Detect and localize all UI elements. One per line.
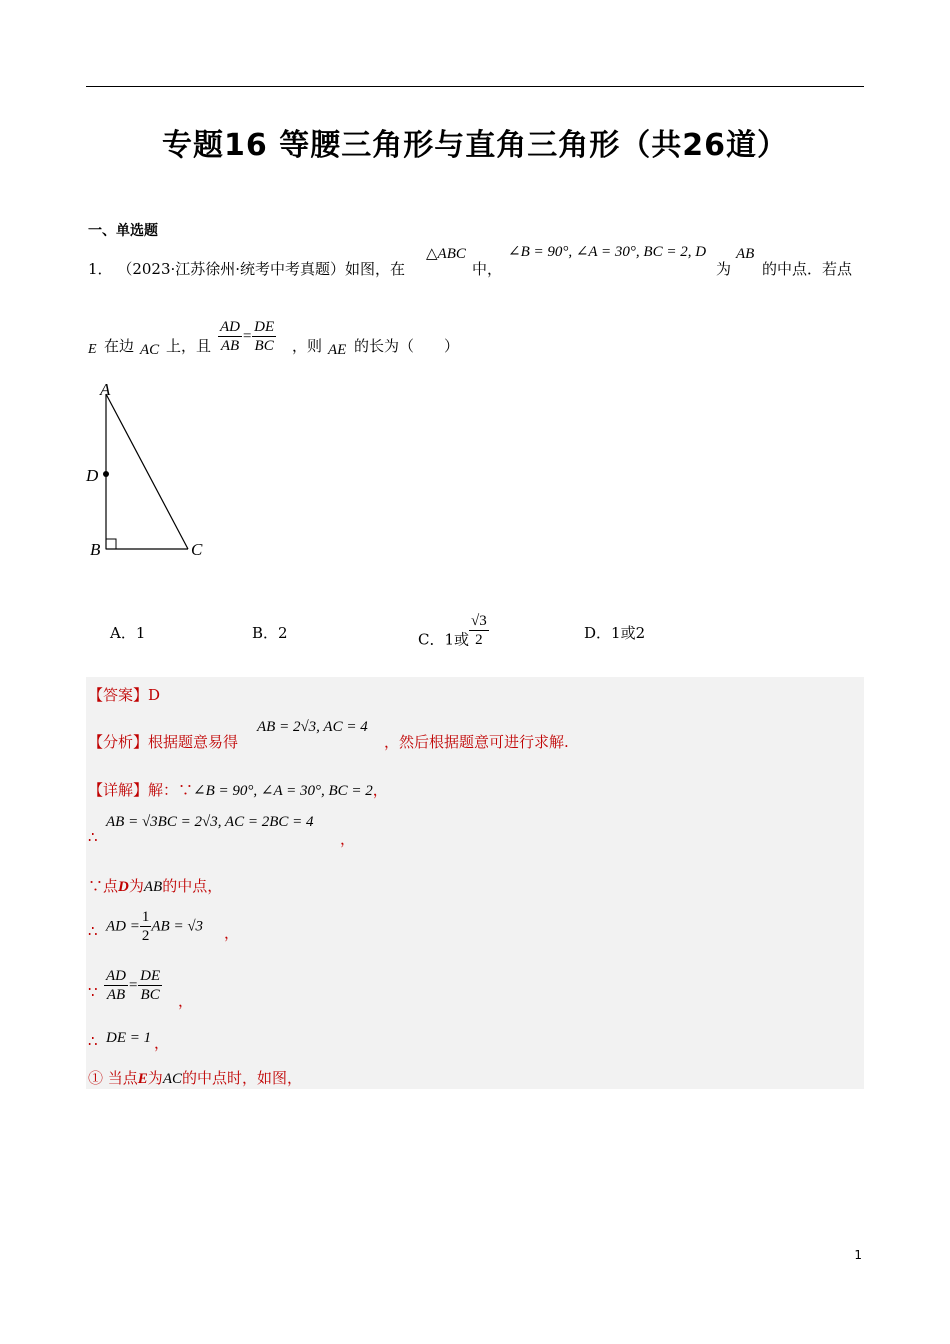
therefore-symbol-2: ∴ (88, 922, 98, 940)
text-length: 的长为（ ） (354, 337, 460, 355)
fraction-de-bc: $\frac{DE}{BC}$ (254, 319, 275, 354)
analysis-math: AB = 2√3, AC = 4 (257, 719, 368, 735)
analysis-text-2: ，然后根据题意可进行求解. (384, 733, 569, 751)
page-number: 1 (854, 1248, 862, 1262)
text-zhong: 中， (472, 260, 503, 278)
triangle-abc: △ABC (426, 246, 466, 262)
line4-math: AD = $\frac{1}{2}$ AB = √3 (106, 909, 204, 944)
right-angle-marker (106, 539, 116, 549)
analysis-line: 【分析】根据题意易得 (88, 733, 239, 751)
point-e: E (88, 342, 97, 357)
fraction-ad-ab: $\frac{AD}{AB}$ (220, 319, 240, 354)
answer-line (88, 684, 160, 705)
line3: ∵点D为AB的中点， (88, 877, 223, 895)
line7: ① 当点E为AC的中点时，如图， (88, 1069, 302, 1087)
question-number: 1． (88, 260, 113, 278)
label-a: A (100, 380, 111, 399)
option-c-fraction: $\frac{√3}{2}$ (471, 613, 487, 648)
analysis-tag: 【分析】 (88, 733, 149, 751)
text-then: ，则 (292, 337, 323, 355)
line4-comma: ， (224, 924, 240, 942)
question-source: （2023·江苏徐州·统考中考真题）如图，在 (117, 260, 406, 278)
side-ac (106, 394, 188, 549)
top-rule (86, 86, 864, 87)
option-b: B．2 (252, 624, 288, 642)
segment-ac: AC (140, 342, 160, 358)
line2-math: AB = √3BC = 2√3, AC = 2BC = 4 (106, 814, 314, 830)
therefore-symbol-1: ∴ (88, 828, 98, 846)
ratio-equation (218, 318, 276, 355)
therefore-symbol-3: ∴ (88, 1032, 98, 1050)
line6-math: DE = 1 (106, 1030, 152, 1046)
segment-ae: AE (328, 342, 347, 358)
segment-ab: AB (736, 246, 755, 262)
line2-comma: ， (340, 830, 356, 848)
option-a: A．1 (110, 624, 146, 642)
fraction-ad-ab-2: $\frac{AD}{AB}$ (106, 968, 126, 1003)
question-conditions: ∠B = 90°, ∠A = 30°, BC = 2, D (508, 244, 707, 260)
detail-tag: 【详解】 (88, 781, 149, 799)
fraction-de-bc-2: $\frac{DE}{BC}$ (140, 968, 161, 1003)
option-c: C．1或 $\frac{√3}{2}$ (418, 613, 487, 649)
answer-value: D (148, 686, 161, 704)
line6-comma: ， (154, 1034, 170, 1052)
detail-line: 【详解】解：∵∠B = 90°, ∠A = 30°, BC = 2， (88, 781, 388, 799)
text-wei: 为 (716, 260, 732, 278)
answer-tag: 【答案】 (88, 686, 149, 704)
text-mid-point: 的中点．若点 (762, 260, 853, 278)
fraction-half: $\frac{1}{2}$ (141, 909, 150, 944)
triangle-figure (80, 372, 220, 568)
equals-sign: = (242, 328, 253, 345)
because-symbol: ∵ (88, 983, 98, 1001)
question-line-1 (88, 258, 405, 279)
line5-comma: ， (178, 992, 194, 1010)
point-d-dot (103, 471, 109, 477)
label-c: C (191, 540, 203, 559)
section-heading: 一、单选题 (88, 223, 158, 239)
option-d: D．1或2 (584, 624, 646, 642)
label-d: D (86, 466, 99, 485)
text-on-side: 在边 (104, 337, 135, 355)
text-and: 上，且 (166, 337, 212, 355)
label-b: B (90, 540, 101, 559)
page-title: 专题16 等腰三角形与直角三角形（共26道） (162, 128, 788, 163)
line5-ratio: $\frac{AD}{AB}$ = $\frac{DE}{BC}$ (106, 968, 161, 1003)
